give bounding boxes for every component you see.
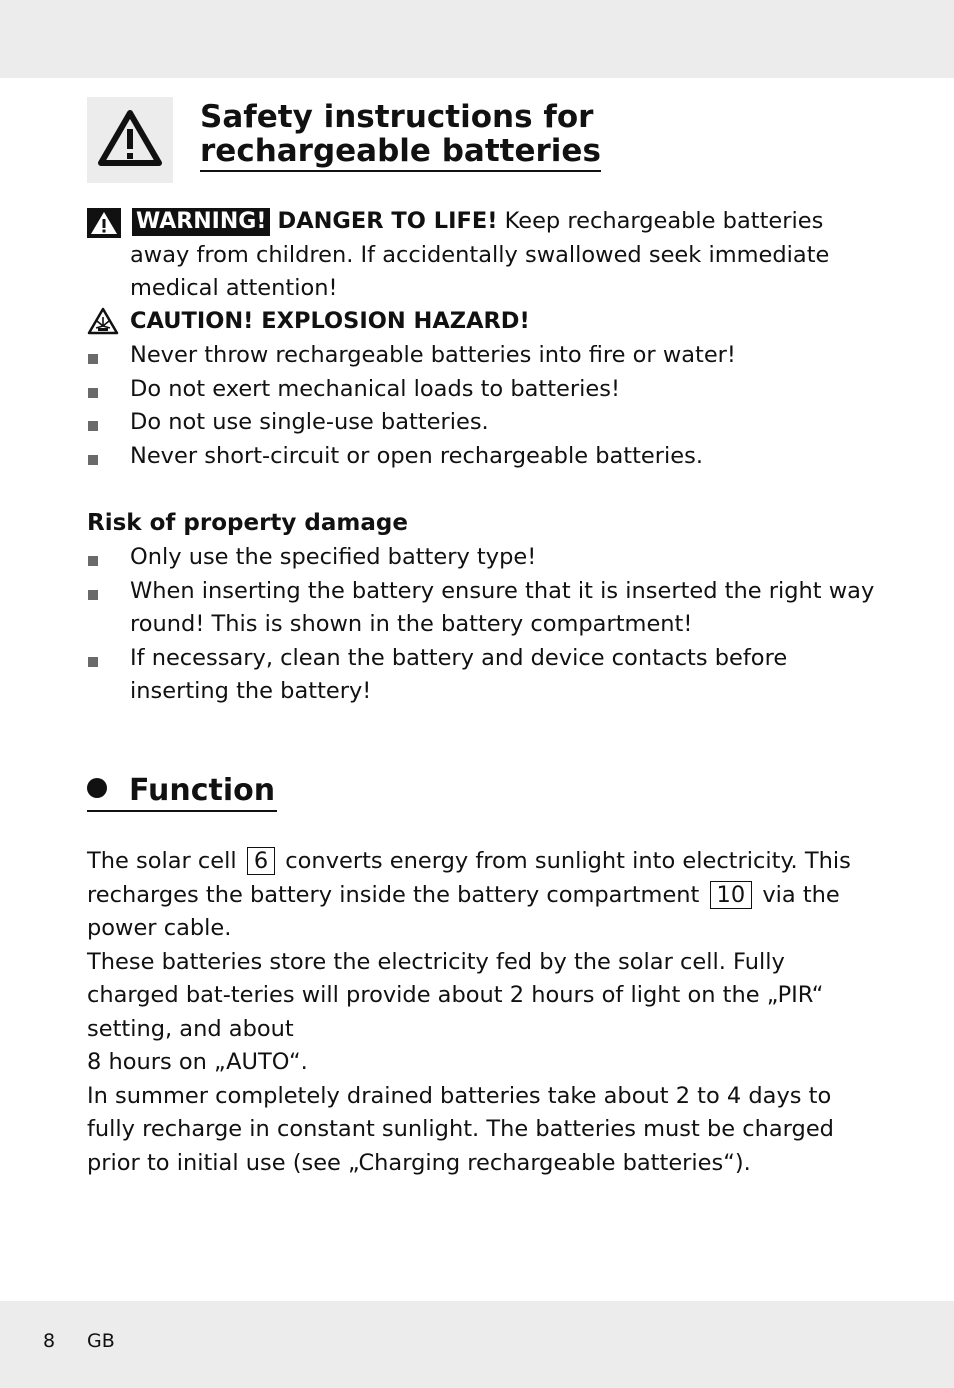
property-list (87, 541, 887, 709)
danger-label: DANGER TO LIFE! (277, 208, 498, 234)
warning-text (130, 205, 887, 306)
warning-badge: WARNING! (132, 208, 270, 236)
bullet-dot-icon (87, 778, 107, 798)
warning-small-icon (87, 208, 121, 238)
list-item: Never throw rechargeable batteries into fire or water! (87, 339, 887, 373)
title-line-1: Safety instructions for (200, 99, 594, 135)
bullet-square-icon (88, 657, 98, 667)
reference-number-box: 6 (247, 847, 275, 875)
title-line-2: rechargeable batteries (200, 133, 601, 169)
bullet-square-icon (88, 556, 98, 566)
function-heading: Function (87, 772, 277, 812)
bottom-band (0, 1301, 954, 1388)
page-title (200, 100, 601, 172)
list-item: Do not use single-use batteries. (87, 406, 887, 440)
warning-triangle-icon (97, 109, 163, 169)
explosion-hazard-icon (87, 307, 119, 335)
reference-number-box: 10 (710, 881, 753, 909)
bullet-square-icon (88, 590, 98, 600)
top-band (0, 0, 954, 78)
caution-title: CAUTION! EXPLOSION HAZARD! (130, 308, 530, 334)
function-body (87, 845, 877, 1180)
list-item: When inserting the battery ensure that it is inserted the right way round! This is shown in the battery compartment! (87, 575, 887, 642)
bullet-square-icon (88, 354, 98, 364)
list-item: If necessary, clean the battery and device contacts before inserting the battery! (87, 642, 887, 709)
warning-block (87, 205, 887, 306)
function-paragraph-1: The solar cell 6 converts energy from sunlight into electricity. This recharges the battery inside the battery compartment 10 via the power cable. (87, 848, 851, 941)
page-number: 8 (43, 1330, 56, 1352)
list-item: Only use the specified battery type! (87, 541, 887, 575)
list-item: Do not exert mechanical loads to batteries! (87, 373, 887, 407)
function-paragraph-3: In summer completely drained batteries take about 2 to 4 days to fully recharge in constant sunlight. The batteries must be charged prior to initial use (see „Charging rechargeable batteries“). (87, 1082, 834, 1176)
caution-list (87, 339, 887, 473)
property-damage-heading: Risk of property damage (87, 510, 408, 536)
warning-body: Keep rechargeable batteries away from children. If accidentally swallowed seek immediate medical attention! (130, 208, 830, 301)
bullet-square-icon (88, 421, 98, 431)
language-code: GB (87, 1330, 115, 1352)
function-paragraph-2: These batteries store the electricity fed by the solar cell. Fully charged bat-teries will provide about 2 hours of light on the „PIR“ setting, and about 8 hours on „AUTO“. (87, 948, 824, 1075)
bullet-square-icon (88, 455, 98, 465)
safety-icon-box (87, 97, 173, 183)
bullet-square-icon (88, 388, 98, 398)
list-item: Never short-circuit or open rechargeable batteries. (87, 440, 887, 474)
